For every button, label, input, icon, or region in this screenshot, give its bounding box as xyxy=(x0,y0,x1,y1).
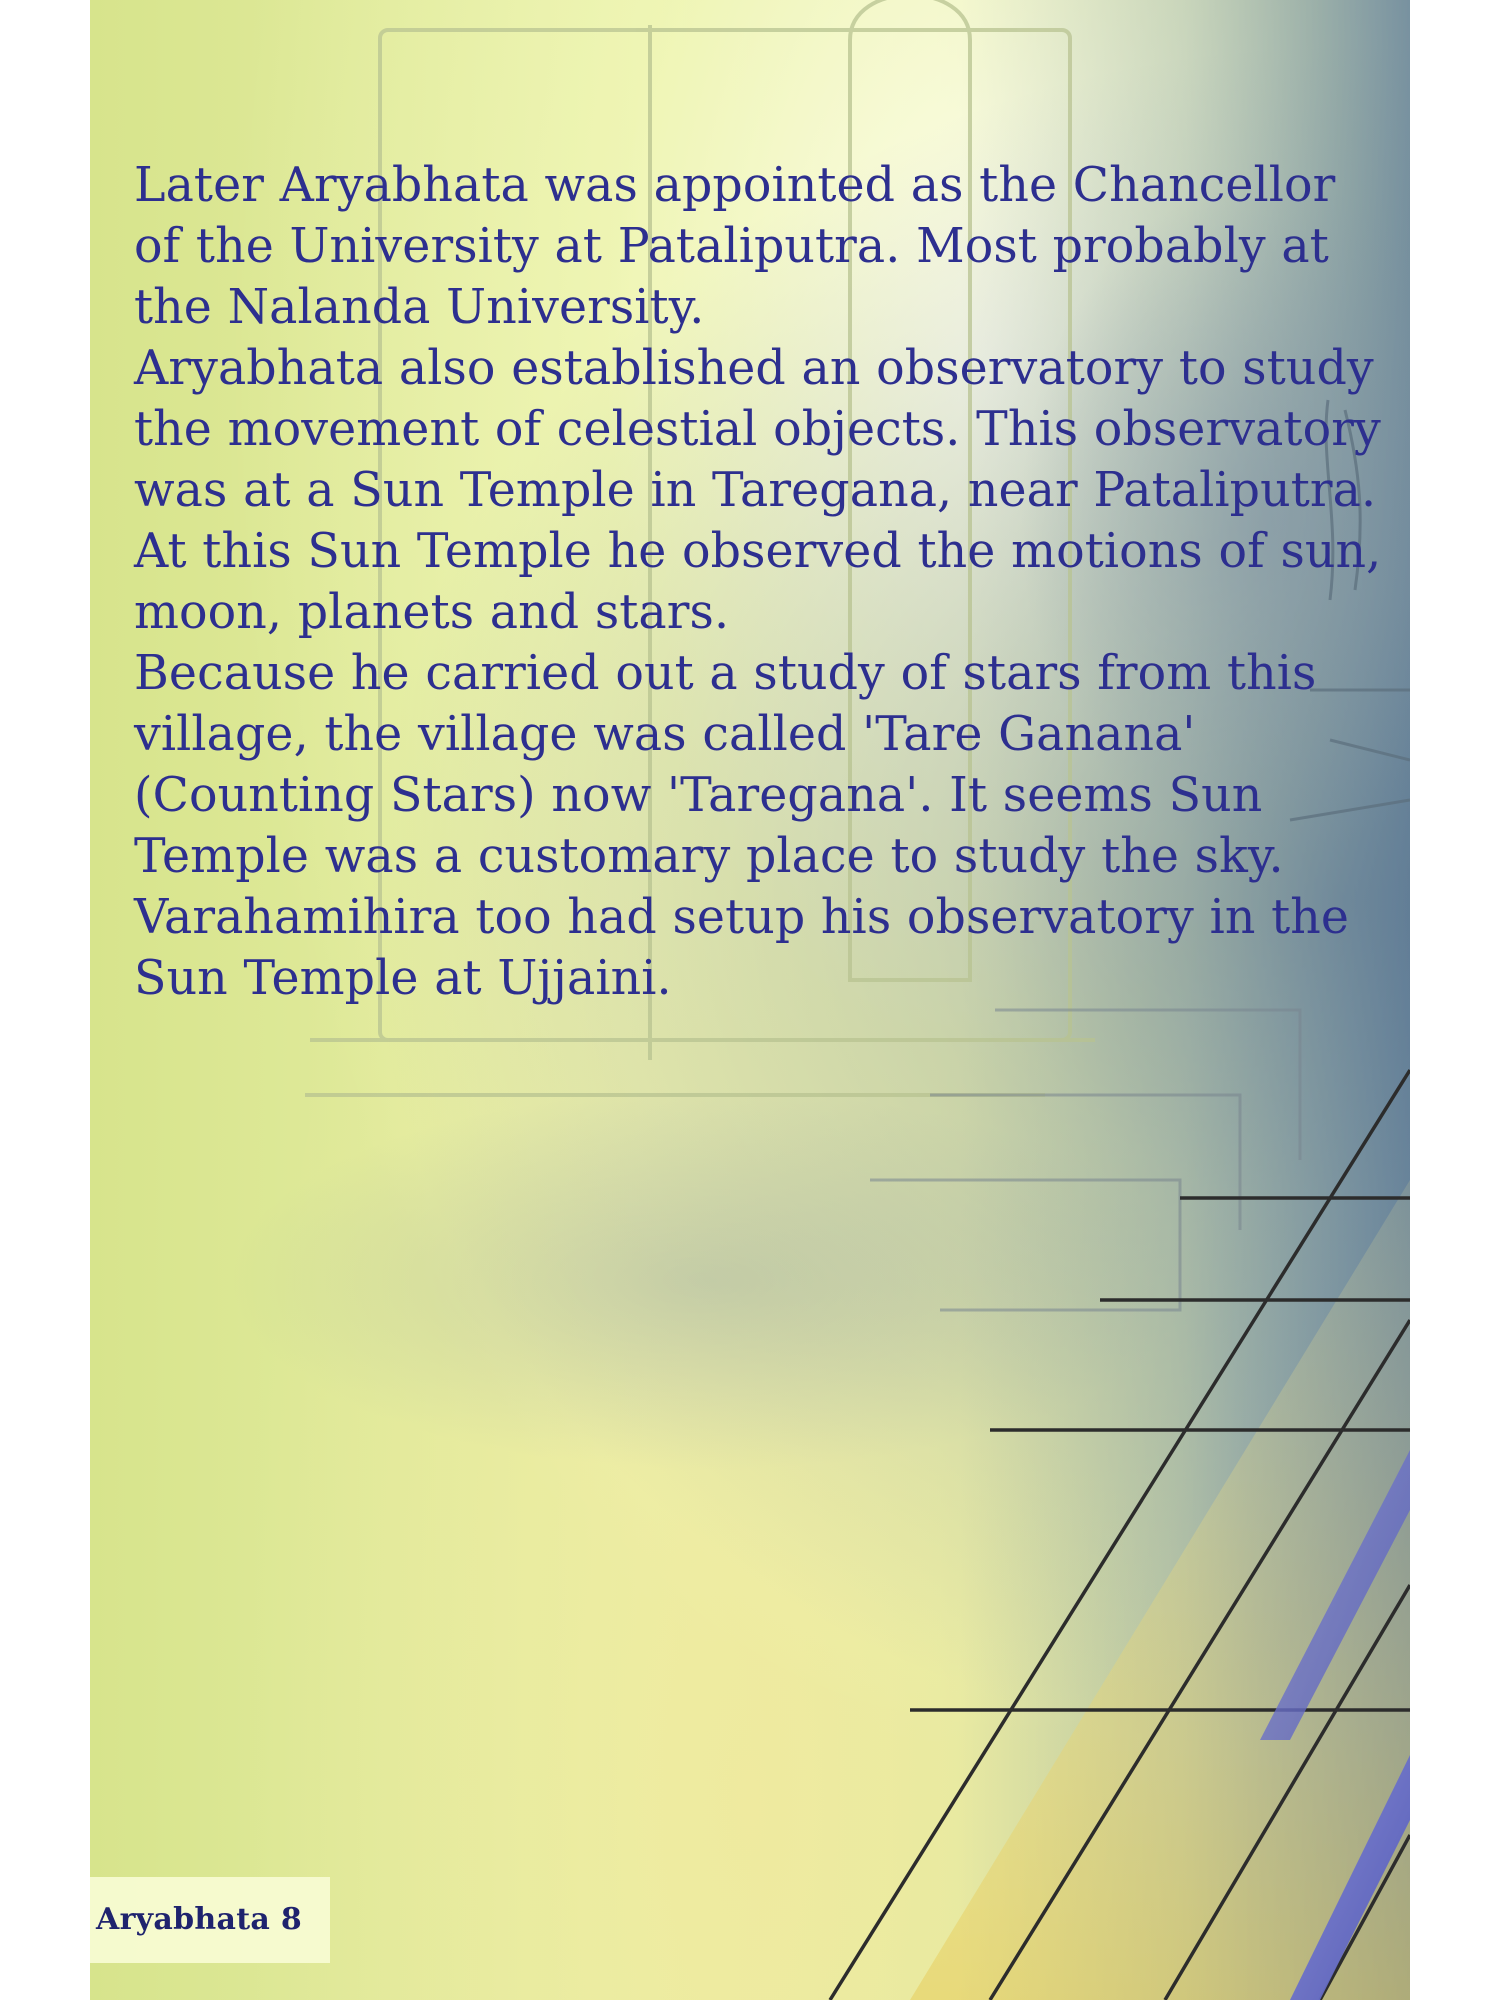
book-page xyxy=(90,0,1410,2000)
paragraph-observatory: Aryabhata also established an observatory to study the movement of celestial objects. This observatory was at a Sun Temple in Taregana, near Pataliputra. At this Sun Temple he observed the motions of sun, moon, planets and stars. xyxy=(134,341,1382,640)
page-footer-label: Aryabhata 8 xyxy=(90,1877,330,1963)
paragraph-taregana: Because he carried out a study of stars from this village, the village was called 'Tare Ganana' (Counting Stars) now 'Taregana'. It seems Sun Temple was a customary place to study the sky. Varahamihira too had setup his observatory in the Sun Temple at Ujjaini. xyxy=(134,646,1350,1006)
floor-shadow-blob xyxy=(230,1090,1190,1470)
paragraph-chancellor: Later Aryabhata was appointed as the Chancellor of the University at Pataliputra. Most probably at the Nalanda University. xyxy=(134,158,1336,335)
main-text-block xyxy=(134,155,1389,1009)
